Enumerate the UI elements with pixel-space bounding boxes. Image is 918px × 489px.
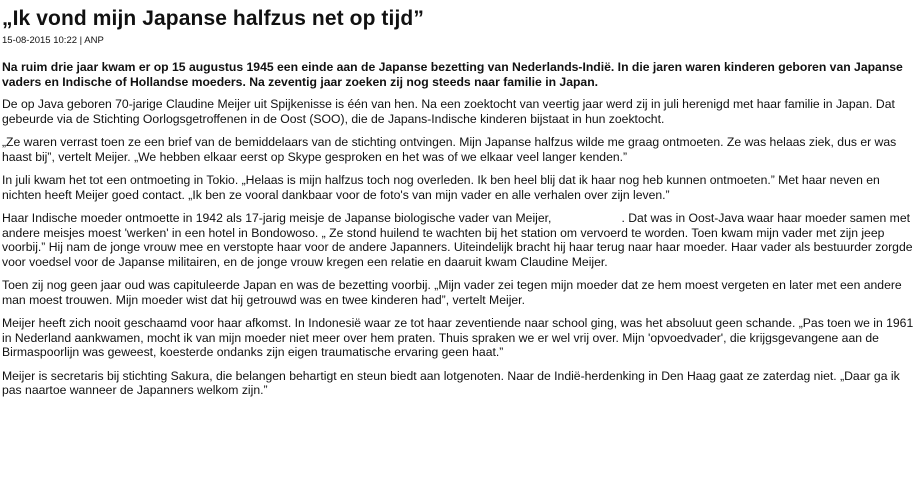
article-paragraph: Meijer is secretaris bij stichting Sakura, die belangen behartigt en steun biedt aan lotgenoten. Naar de Indië-herdenking in Den Haag gaat ze zaterdag niet. „Daar ga ik pas naartoe wanneer de Japanners welkom zijn.” [2, 368, 900, 397]
article-paragraph: „Ze waren verrast toen ze een brief van de bemiddelaars van de stichting ontvingen. Mijn Japanse halfzus wilde me graag ontmoeten. Ze was helaas ziek, dus er was haast bij”, vertelt Meijer. „We hebben elkaar eerst op Skype gesproken en het was of we elkaar veel langer kenden.” [2, 135, 897, 164]
article-paragraph [2, 211, 916, 269]
article [2, 6, 916, 407]
article-paragraph: Toen zij nog geen jaar oud was capituleerde Japan en was de bezetting voorbij. „Mijn vader zei tegen mijn moeder dat ze hem moest vergeten en later met een andere man moest trouwen. Mijn moeder wist dat hij getrouwd was en twee kinderen had”, vertelt Meijer. [2, 278, 902, 307]
article-meta: 15-08-2015 10:22 | ANP [2, 35, 104, 46]
article-date: 15-08-2015 10:22 [2, 35, 78, 46]
paragraph-text-before: Haar Indische moeder ontmoette in 1942 als 17-jarig meisje de Japanse biologische vader van Meijer, [2, 211, 552, 225]
paragraph-text-after: . Dat was in Oost-Java waar haar moeder samen met andere meisjes moest 'werken' in een hotel in Bondowoso. „ Ze stond huilend te wachten bij het station om vervoerd te worden. Toen kwam mijn vader met zijn jeep voorbij.” Hij nam de jonge vrouw mee en verstopte haar voor de andere Japanners. Uiteindelijk bracht hij haar terug naar haar moeder. Haar vader als bestuurder zorgde voor voedsel voor de Japanse militairen, en de jonge vrouw kregen een relatie en daaruit kwam Claudine Meijer. [2, 211, 913, 269]
article-source: ANP [84, 35, 104, 46]
article-paragraph: In juli kwam het tot een ontmoeting in Tokio. „Helaas is mijn halfzus toch nog overleden. Ik ben heel blij dat ik haar nog heb kunnen ontmoeten.” Met haar neven en nichten heeft Meijer goed contact. „Ik ben ze vooral dankbaar voor de foto's van mijn vader en alle verhalen over zijn leven.” [2, 173, 880, 202]
article-paragraph: Meijer heeft zich nooit geschaamd voor haar afkomst. In Indonesië waar ze tot haar zeventiende naar school ging, was het absoluut geen schande. „Pas toen we in 1961 in Nederland aankwamen, mocht ik van mijn moeder niet meer over hem praten. Thuis spraken we er wel vrij over. Mijn 'opvoedvader', die krijgsgevangene aan de Birmaspoorlijn was geweest, koesterde ondanks zijn eigen traumatische ervaring geen haat.” [2, 316, 914, 359]
article-paragraph: De op Java geboren 70-jarige Claudine Meijer uit Spijkenisse is één van hen. Na een zoektocht van veertig jaar werd zij in juli herenigd met haar familie in Japan. Dat gebeurde via de Stichting Oorlogsgetroffenen in de Oost (SOO), die de Japans-Indische kinderen bijstaat in hun zoektocht. [2, 97, 895, 126]
article-title: „Ik vond mijn Japanse halfzus net op tijd” [2, 7, 424, 30]
article-lead: Na ruim drie jaar kwam er op 15 augustus 1945 een einde aan de Japanse bezetting van Nederlands-Indië. In die jaren waren kinderen geboren van Japanse vaders en Indische of Hollandse moeders. Na zeventig jaar zoeken zij nog steeds naar familie in Japan. [2, 60, 903, 89]
